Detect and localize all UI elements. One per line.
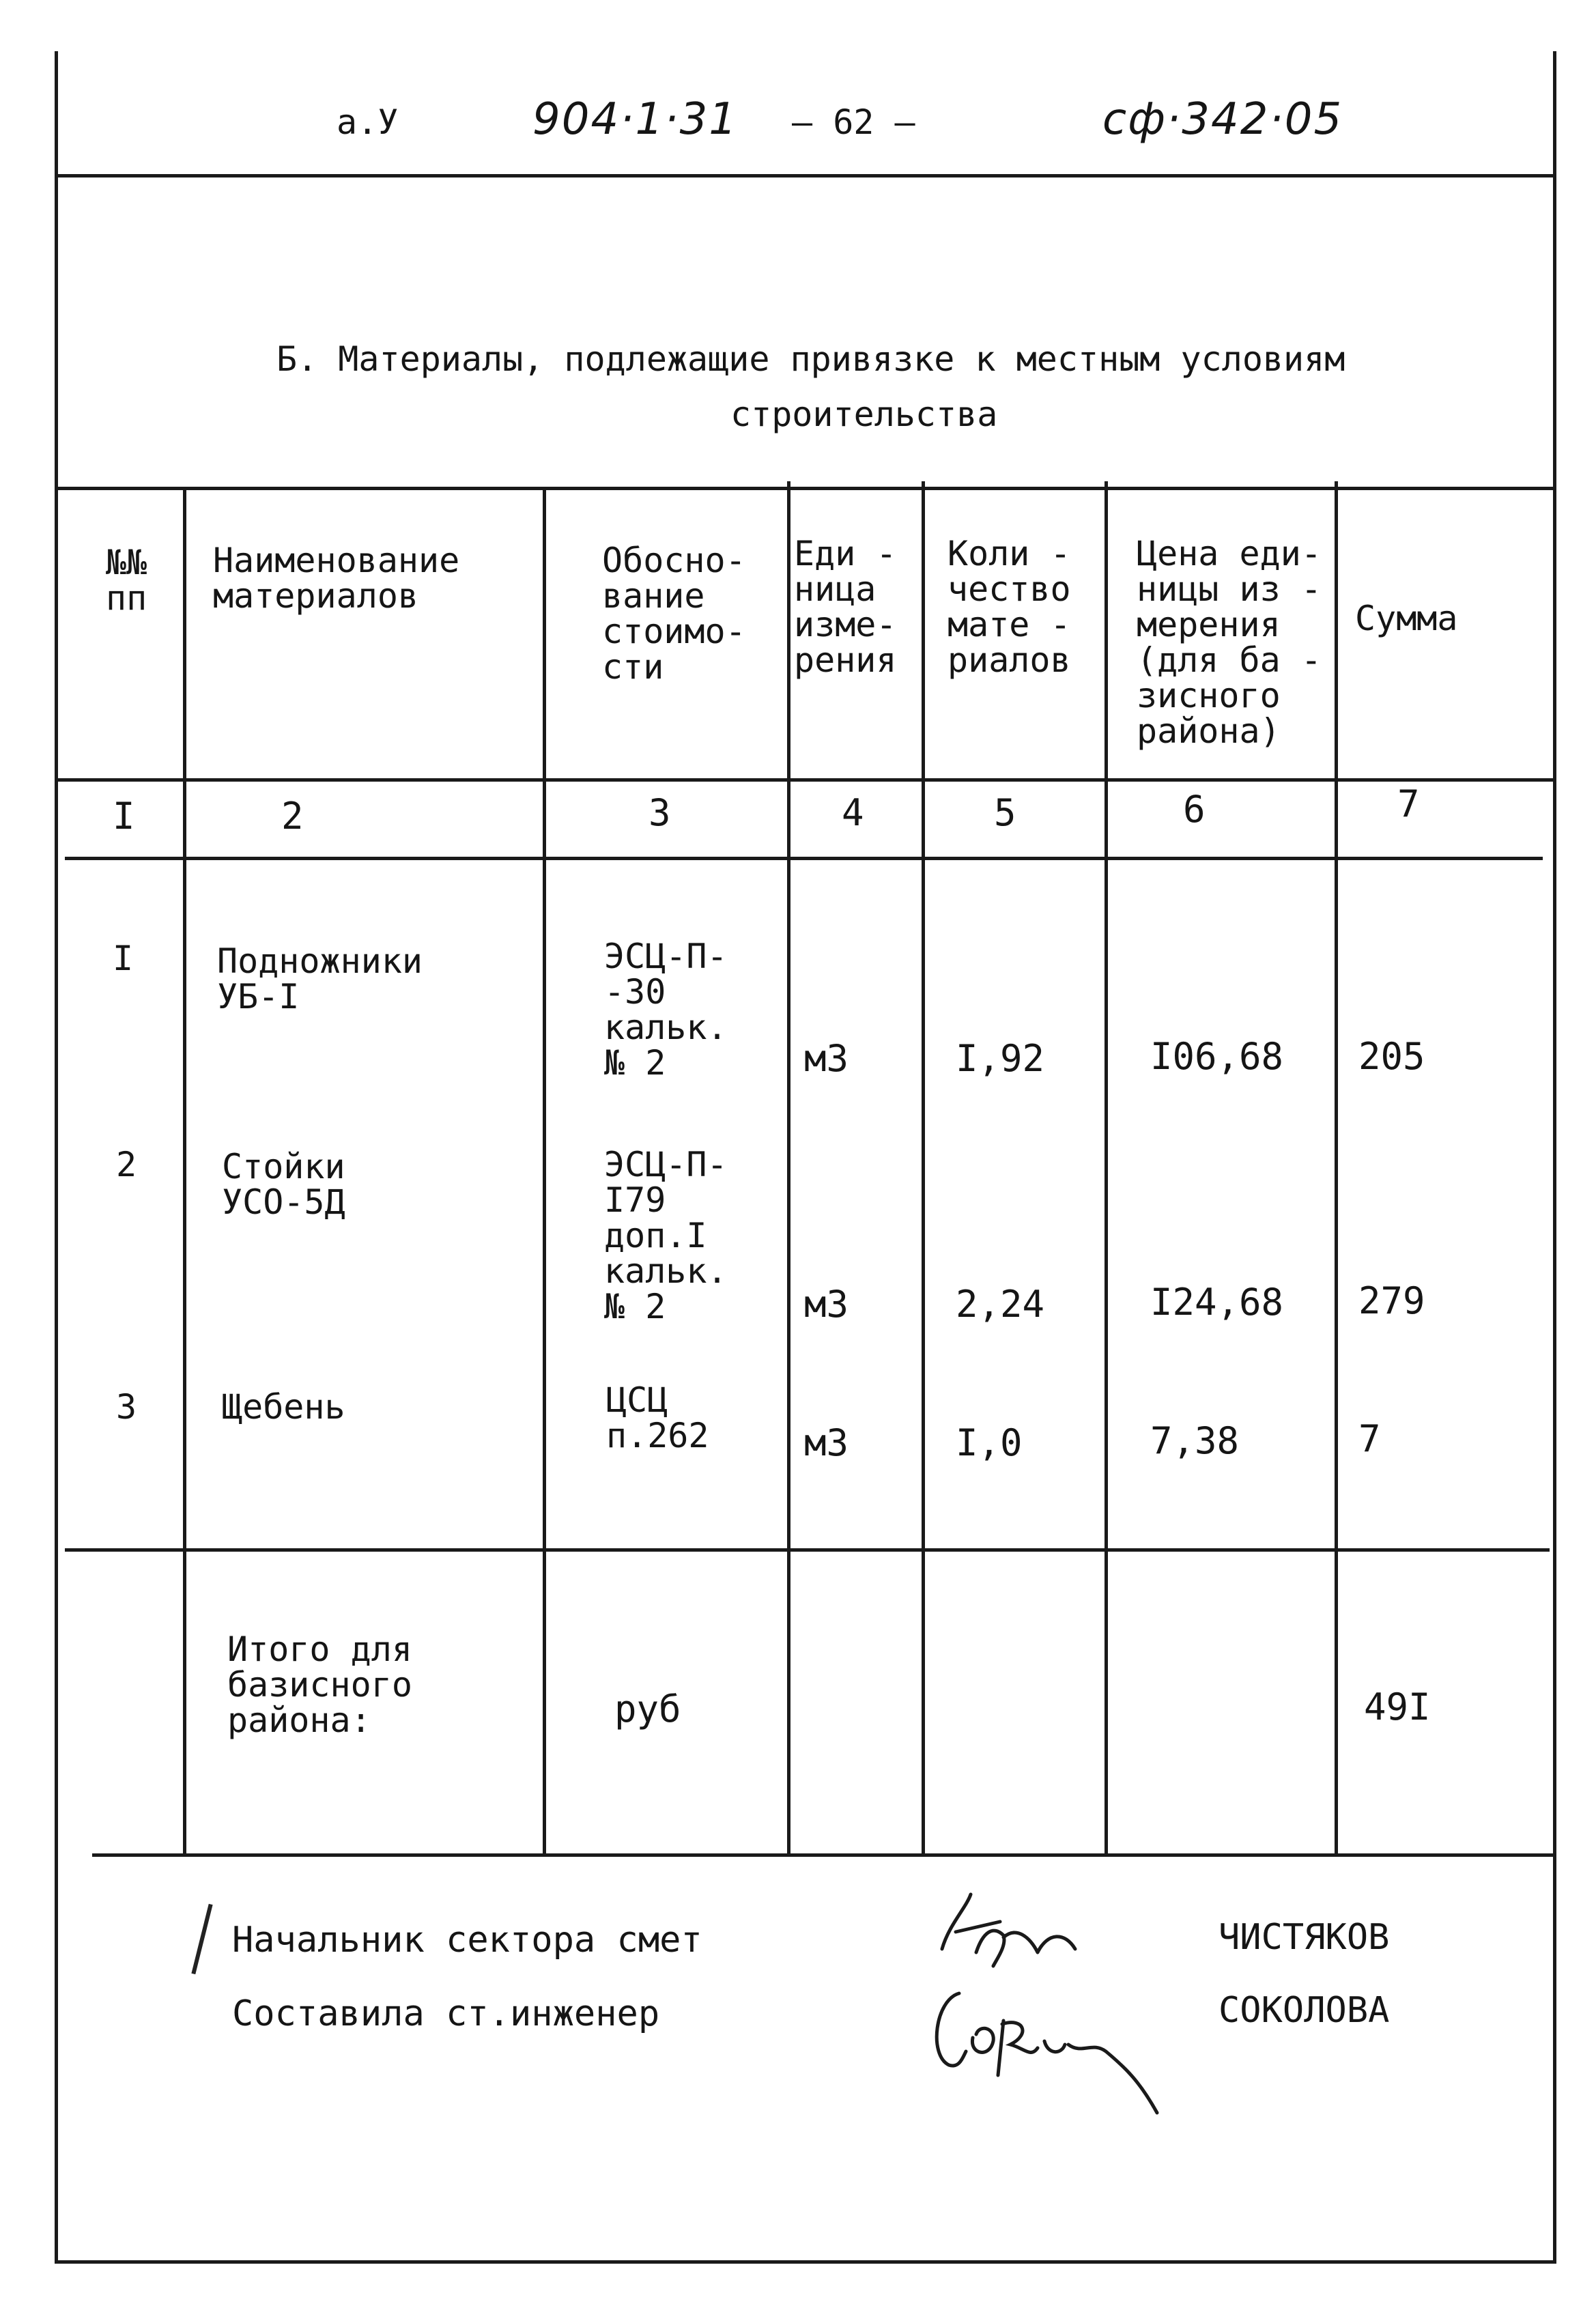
- quantity: I,0: [956, 1421, 1023, 1464]
- row-number: I: [113, 939, 134, 978]
- cost-basis: ЦСЦ п.262: [606, 1380, 709, 1455]
- col-divider-2: [543, 490, 546, 1853]
- header-cell-unit: Еди - ница изме- рения: [794, 534, 897, 680]
- page-number: – 62 –: [792, 102, 915, 142]
- header-cell-basis: Обосно- вание стоимо- сти: [602, 541, 746, 687]
- header-bottom-rule: [55, 778, 1553, 782]
- material-name: Стойки УСО-5Д: [222, 1147, 345, 1222]
- total-sum: 49I: [1364, 1685, 1431, 1728]
- cost-basis: ЭСЦ-П- I79 доп.I кальк. № 2: [604, 1145, 728, 1326]
- total-label: Итого для базисного района:: [227, 1629, 412, 1740]
- table-bottom-rule: [92, 1853, 1553, 1857]
- header-cell-sum: Сумма: [1355, 599, 1458, 638]
- doc-number: 904·1·31: [532, 94, 738, 145]
- sum: 7: [1358, 1417, 1381, 1460]
- col-divider-1: [183, 490, 186, 1853]
- unit: м3: [804, 1283, 849, 1326]
- row-number: 3: [116, 1387, 137, 1427]
- sum: 279: [1358, 1279, 1425, 1322]
- col-number-4: 4: [842, 791, 864, 834]
- cost-basis: ЭСЦ-П- -30 кальк. № 2: [604, 937, 728, 1083]
- body-bottom-rule: [65, 1548, 1550, 1552]
- unit: м3: [804, 1037, 849, 1080]
- total-unit: руб: [614, 1688, 681, 1731]
- doc-code: сф·342·05: [1102, 94, 1343, 145]
- signatory-role-1: Начальник сектора смет: [232, 1920, 702, 1961]
- unit-price: 7,38: [1150, 1419, 1240, 1462]
- col-number-6: 6: [1183, 788, 1206, 831]
- col-number-2: 2: [281, 795, 304, 838]
- signatory-name-2: СОКОЛОВА: [1219, 1990, 1390, 2031]
- material-name: Щебень: [222, 1387, 345, 1427]
- header-cell-number: №№ пп: [106, 543, 147, 618]
- col-divider-4: [922, 481, 925, 1853]
- unit: м3: [804, 1421, 849, 1464]
- col-number-3: 3: [649, 791, 671, 834]
- col-number-1: I: [113, 795, 135, 838]
- col-divider-3: [787, 481, 790, 1853]
- numbers-bottom-rule: [65, 857, 1543, 860]
- signatory-name-1: ЧИСТЯКОВ: [1219, 1917, 1390, 1958]
- section-title: Б. Материалы, подлежащие привязке к местным условиям: [276, 339, 1345, 379]
- header-cell-name: Наименование материалов: [213, 541, 460, 616]
- header-cell-quantity: Коли - чество мате - риалов: [947, 534, 1071, 680]
- material-name: Подножники УБ-I: [217, 941, 423, 1016]
- col-divider-6: [1335, 481, 1338, 1853]
- row-number: 2: [116, 1145, 137, 1184]
- col-number-5: 5: [994, 791, 1016, 834]
- signature-sokolova: [922, 1980, 1174, 2150]
- signatory-role-2: Составила ст.инженер: [232, 1993, 660, 2034]
- col-divider-5: [1105, 481, 1108, 1853]
- section-title-continued: строительства: [730, 395, 998, 434]
- header-cell-price: Цена еди- ницы из - мерения (для ба - зисного района): [1137, 534, 1322, 751]
- col-number-7: 7: [1397, 782, 1420, 825]
- table-top-rule: [55, 487, 1553, 490]
- quantity: I,92: [956, 1037, 1045, 1080]
- header-left: а.У: [337, 102, 399, 142]
- header-rule: [55, 174, 1553, 177]
- quantity: 2,24: [956, 1283, 1045, 1326]
- unit-price: I24,68: [1150, 1281, 1284, 1324]
- unit-price: I06,68: [1150, 1035, 1284, 1078]
- signature-chistyakov: [928, 1884, 1085, 1980]
- sum: 205: [1358, 1035, 1425, 1078]
